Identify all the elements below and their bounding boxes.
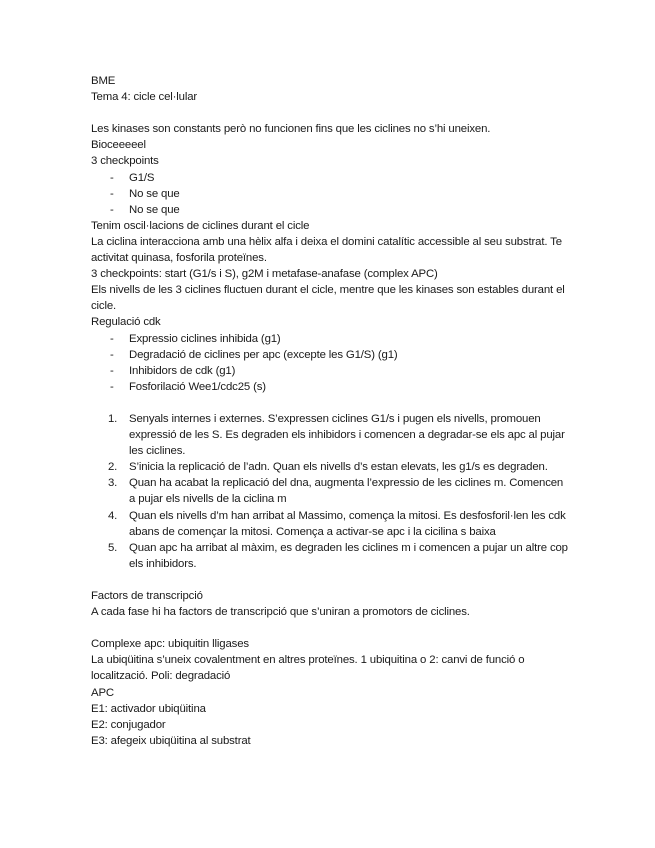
list-item: - No se que [91, 202, 571, 218]
helix-paragraph: La ciclina interacciona amb una hèlix alfa i deixa el domini catalític accessible al seu substrat. Te activitat quinasa, fosforila proteïnes. [91, 235, 562, 265]
checkpoints-heading: 3 checkpoints [91, 155, 159, 168]
factors-text: A cada fase hi ha factors de transcripció que s’uniran a promotors de ciclines. [91, 606, 470, 619]
list-item: - G1/S [91, 170, 571, 186]
step-text: S’inicia la replicació de l’adn. Quan els nivells d’s estan elevats, les g1/s es degraden. [129, 461, 548, 474]
list-item [91, 475, 571, 507]
oscillations-line: Tenim oscil·lacions de ciclines durant el cicle [91, 219, 310, 232]
ubiquitin-paragraph: La ubiqüitina s’uneix covalentment en altres proteïnes. 1 ubiquitina o 2: canvi de funció o localització. Poli: degradació [91, 654, 525, 683]
intro-line: Les kinases son constants però no funcionen fins que les ciclines no s’hi uneixen. [91, 123, 491, 136]
list-item: - Fosforilació Wee1/cdc25 (s) [91, 379, 571, 395]
blank-line [91, 572, 571, 588]
factors-heading: Factors de transcripció [91, 590, 203, 602]
apc-heading: Complexe apc: ubiquitin lligases [91, 638, 249, 651]
list-item: - Expressio ciclines inhibida (g1) [91, 331, 571, 347]
regulation-list [91, 331, 571, 395]
step-number: 3. [108, 477, 118, 490]
document-title: BME [91, 75, 116, 87]
list-item [91, 540, 571, 572]
step-number: 2. [108, 461, 118, 474]
step-number: 1. [108, 412, 118, 425]
enzyme-e3: E3: afegeix ubiqüitina al substrat [91, 734, 251, 747]
blank-line [91, 620, 571, 636]
step-text: Quan apc ha arribat al màxim, es degraden les ciclines m i comencen a pujar un altre cop els inhibidors. [129, 541, 568, 570]
checkpoints-list [91, 170, 571, 218]
blank-line [91, 395, 571, 411]
cycle-steps-list [91, 411, 571, 572]
step-text: Senyals internes i externes. S’expressen ciclines G1/s i pugen els nivells, promouen expressió de les S. Es degraden els inhibidors i comencen a degradar-se els apc al pujar les ciclines. [129, 412, 565, 458]
step-text: Quan els nivells d’m han arribat al Massimo, comença la mitosi. Es desfosforil·len les cdk abans de començar la mitosi. Comença a activar-se apc i la cicilina s baixa [129, 509, 566, 538]
list-item [91, 459, 571, 475]
checkpoints-detail-line: 3 checkpoints: start (G1/s i S), g2M i metafase-anafase (complex APC) [91, 268, 438, 281]
bioceeeeel-line: Bioceeeeel [91, 139, 146, 152]
blank-line [91, 105, 571, 121]
list-item [91, 508, 571, 540]
step-text: Quan ha acabat la replicació del dna, augmenta l’expressio de les ciclines m. Comencen a pujar els nivells de la ciclina m [129, 477, 564, 506]
enzyme-e1: E1: activador ubiqüitina [91, 702, 206, 715]
list-item: - Inhibidors de cdk (g1) [91, 363, 571, 379]
regulation-heading: Regulació cdk [91, 316, 161, 329]
document-subtitle: Tema 4: cicle cel·lular [91, 91, 198, 104]
enzyme-e2: E2: conjugador [91, 718, 166, 731]
list-item: - Degradació de ciclines per apc (excepte les G1/S) (g1) [91, 347, 571, 363]
apc-label: APC [91, 686, 114, 699]
document-page [91, 73, 571, 749]
levels-paragraph: Els nivells de les 3 ciclines fluctuen durant el cicle, mentre que les kinases son estables durant el cicle. [91, 284, 565, 313]
step-number: 4. [108, 509, 118, 522]
list-item: - No se que [91, 186, 571, 202]
list-item [91, 411, 571, 459]
step-number: 5. [108, 541, 118, 554]
